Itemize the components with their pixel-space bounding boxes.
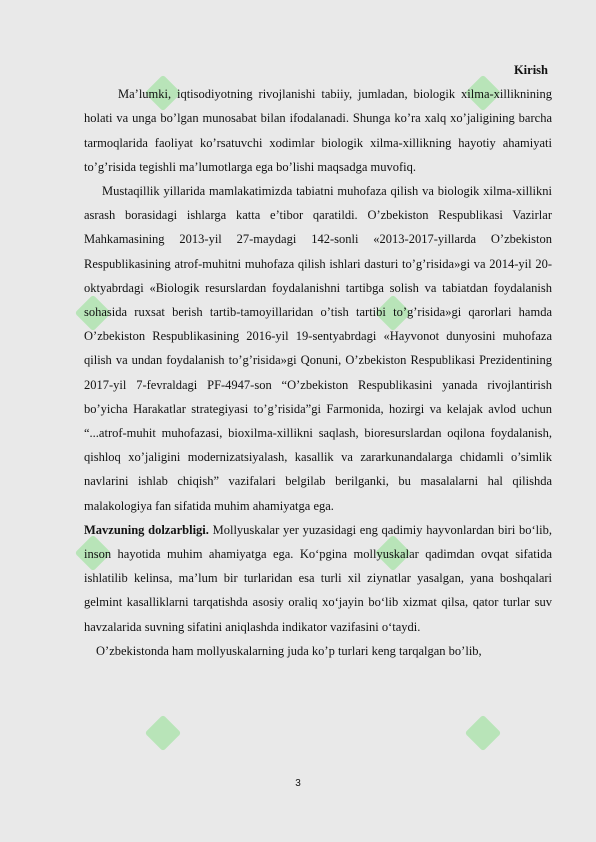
page-body <box>84 58 552 663</box>
watermark-7 <box>150 720 176 746</box>
paragraph-intro: Ma’lumki, iqtisodiyotning rivojlanishi tabiiy, jumladan, biologik xilma-xilliknining holati va unga bo’lgan munosabat bilan ifodalanadi. Shunga ko’ra xalq xo’jaligining barcha tarmoqlarida faoliyat ko’rsatuvchi xodimlar biologik xilma-xillikning hayotiy ahamiyati to’g’risida tegishli ma’lumotlarga ega bo’lishi maqsadga muvofiq. <box>84 87 552 174</box>
section-heading: Kirish <box>513 63 548 77</box>
paragraph-uzbekistan: O’zbekistonda ham mollyuskalarning juda ko’p turlari keng tarqalgan bo’lib, <box>96 643 482 658</box>
watermark-8 <box>470 720 496 746</box>
relevance-text: Mollyuskalar yer yuzasidagi eng qadimiy hayvonlardan biri bo‘lib, inson hayotida muhim ahamiyatga ega. Ko‘pgina mollyuskalar qadimdan ovqat sifatida ishlatilib kelinsa, ma’lum bir turlaridan esa turli xil ziynatlar yasalgan, yana boshqalari gelmint kasalliklarni tarqatishda asosiy oraliq xo‘jayin bo‘lib xizmat qilsa, qator turlar suv havzalarida suvning sifatini aniqlashda indikator vazifasini o‘taydi. <box>84 522 552 634</box>
paragraph-relevance <box>84 518 552 639</box>
page-number: 3 <box>295 778 301 789</box>
relevance-label: Mavzuning dolzarbligi. <box>84 522 209 537</box>
paragraph-independence: Mustaqillik yillarida mamlakatimizda tabiatni muhofaza qilish va biologik xilma-xillikni asrash borasidagi ishlarga katta e’tibor qaratildi. O’zbekiston Respublikasi Vazirlar Mahkamasining 2013-yil 27-maydagi 142-sonli «2013-2017-yillarda O’zbekiston Respublikasining atrof-muhitni muhofaza qilish ishlari dasturi to’g’risida»gi va 2014-yil 20-oktyabrdagi «Biologik resurslardan foydalanishni tartibga solish va tabiatdan foydalanish sohasida ruxsat berish tartib-tamoyillaridan o’tish tartibi to’g’risida»gi qarorlari hamda O’zbekiston Respublikasining 2016-yil 19-sentyabrdagi «Hayvonot dunyosini muhofaza qilish va undan foydalanish to’g’risida»gi Qonuni, O’zbekiston Respublikasi Prezidentining 2017-yil 7-fevraldagi PF-4947-son “O’zbekiston Respublikasini yanada rivojlantirish bo’yicha Harakatlar strategiyasi to’g’risida”gi Farmonida, hozirgi va kelajak avlod uchun “...atrof-muhit muhofazasi, bioxilma-xillikni saqlash, bioresurslardan oqilona foydalanish, qishloq xo’jaligini modernizatsiyalash, kasallik va zararkunandalarga chidamli o’simlik navlarini ishlab chiqish” vazifalari belgilab berilganki, bu masalalarni hal qilishda malakologiya fan sifatida muhim ahamiyatga ega. <box>84 184 552 513</box>
